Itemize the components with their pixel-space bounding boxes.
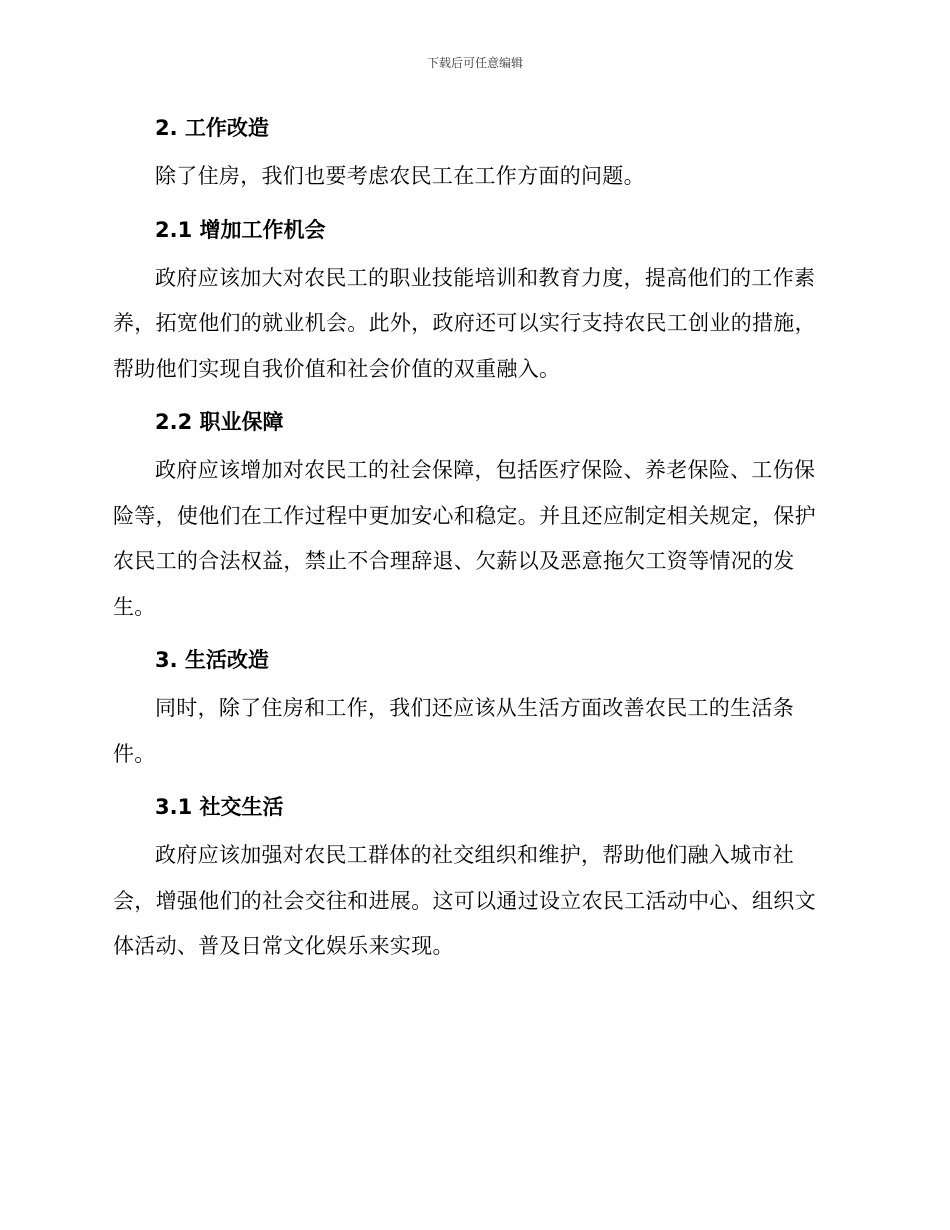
section-heading-3-1: 3.1 社交生活 — [155, 795, 284, 819]
paragraph-job-security: 政府应该增加对农民工的社会保障，包括医疗保险、养老保险、工伤保险等，使他们在工作过程中更加安心和稳定。并且还应制定相关规定，保护农民工的合法权益，禁止不合理辞退、欠薪以及恶意拖欠工资等情况的发生。 — [113, 458, 816, 619]
paragraph-social-life: 政府应该加强对农民工群体的社交组织和维护，帮助他们融入城市社会，增强他们的社会交往和进展。这可以通过设立农民工活动中心、组织文体活动、普及日常文化娱乐来实现。 — [113, 843, 816, 958]
section-heading-3: 3. 生活改造 — [155, 648, 269, 672]
section-heading-2-1: 2.1 增加工作机会 — [155, 217, 326, 242]
paragraph-life-intro: 同时，除了住房和工作，我们还应该从生活方面改善农民工的生活条件。 — [113, 696, 794, 766]
section-heading-2: 2. 工作改造 — [155, 116, 269, 140]
paragraph-work-intro: 除了住房，我们也要考虑农民工在工作方面的问题。 — [155, 164, 645, 188]
document-body — [113, 112, 833, 970]
section-heading-2-2: 2.2 职业保障 — [155, 410, 284, 434]
page-header: 下载后可任意编辑 — [426, 56, 523, 70]
paragraph-job-opportunities: 政府应该加大对农民工的职业技能培训和教育力度，提高他们的工作素养，拓宽他们的就业机会。此外，政府还可以实行支持农民工创业的措施，帮助他们实现自我价值和社会价值的双重融入。 — [113, 265, 816, 381]
